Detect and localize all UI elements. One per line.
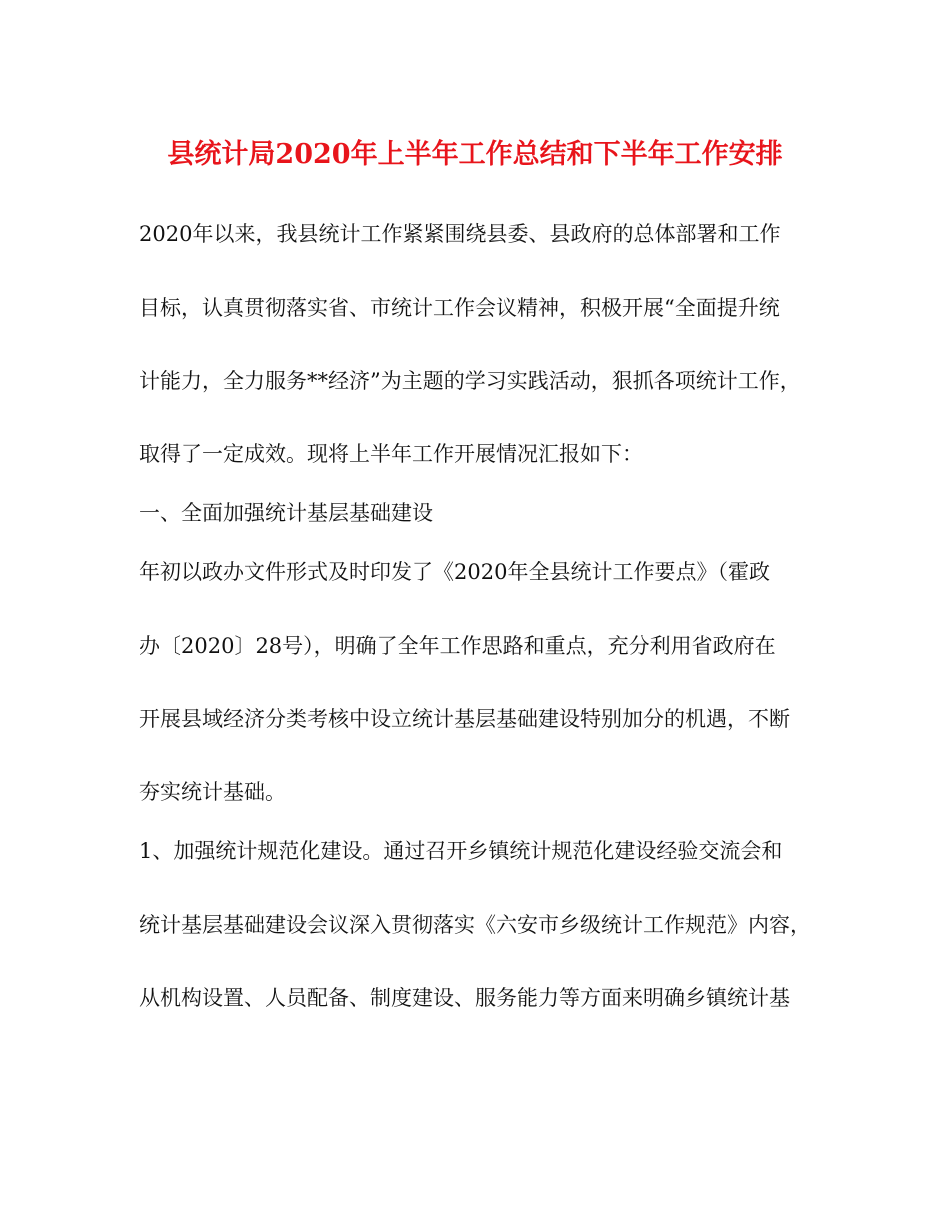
body-line-7: 开展县域经济分类考核中设立统计基层基础建设特别加分的机遇，不断 xyxy=(139,707,790,731)
body-line-2: 目标，认真贯彻落实省、市统计工作会议精神，积极开展“全面提升统 xyxy=(139,296,780,320)
body-line-8: 夯实统计基础。 xyxy=(139,780,286,804)
document-title: 县统计局2020年上半年工作总结和下半年工作安排 xyxy=(167,139,783,170)
body-line-6: 办〔2020〕28号），明确了全年工作思路和重点，充分利用省政府在 xyxy=(139,634,776,658)
body-line-3: 计能力，全力服务**经济”为主题的学习实践活动，狠抓各项统计工作， xyxy=(139,369,801,393)
body-line-10: 统计基层基础建设会议深入贯彻落实《六安市乡级统计工作规范》内容， xyxy=(139,913,811,937)
section-heading-1: 一、全面加强统计基层基础建设 xyxy=(139,501,433,525)
body-line-4: 取得了一定成效。现将上半年工作开展情况汇报如下： xyxy=(139,442,643,466)
body-line-5: 年初以政办文件形式及时印发了《2020年全县统计工作要点》（霍政 xyxy=(139,560,770,584)
body-line-11: 从机构设置、人员配备、制度建设、服务能力等方面来明确乡镇统计基 xyxy=(139,986,790,1010)
body-line-1: 2020年以来，我县统计工作紧紧围绕县委、县政府的总体部署和工作 xyxy=(139,222,781,246)
body-line-9: 1、加强统计规范化建设。通过召开乡镇统计规范化建设经验交流会和 xyxy=(139,839,783,863)
